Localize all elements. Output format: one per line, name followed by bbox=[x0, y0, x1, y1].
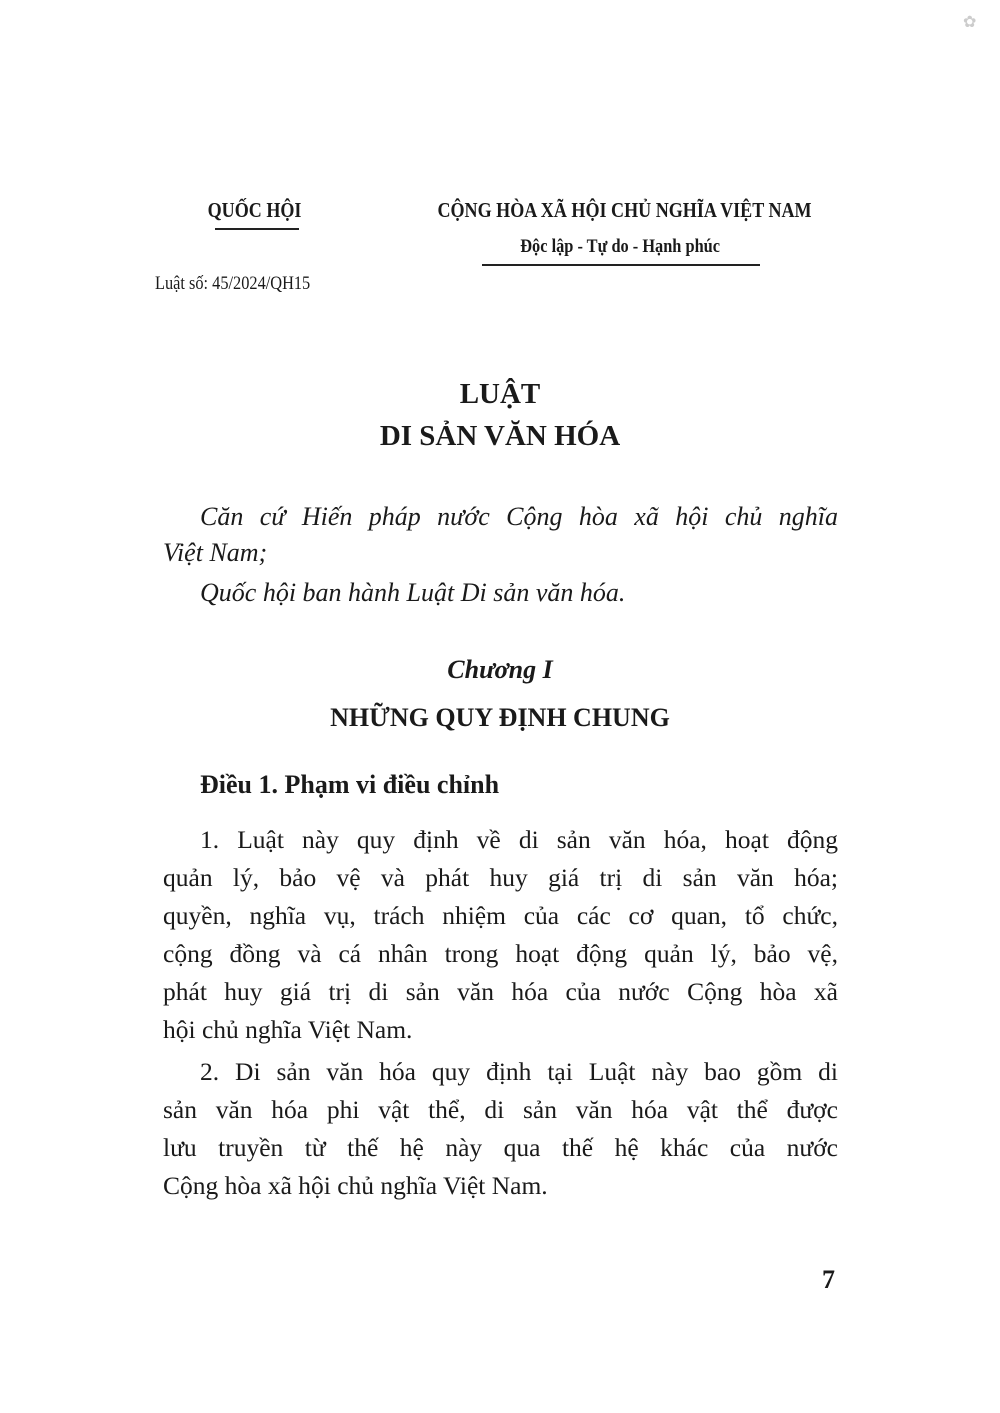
chapter-label: Chương I bbox=[447, 655, 553, 684]
clause-line: 1. Luật này quy định về di sản văn hóa, hoạt động bbox=[200, 825, 838, 854]
clause-line: quyền, nghĩa vụ, trách nhiệm của các cơ quan, tổ chức, bbox=[163, 901, 838, 930]
issuing-body: QUỐC HỘI bbox=[208, 198, 302, 222]
clause-line: Cộng hòa xã hội chủ nghĩa Việt Nam. bbox=[163, 1171, 548, 1200]
watermark-flower-icon: ✿ bbox=[963, 14, 977, 31]
clause-line: phát huy giá trị di sản văn hóa của nước Cộng hòa xã bbox=[163, 977, 838, 1006]
clause-line: sản văn hóa phi vật thể, di sản văn hóa vật thể được bbox=[163, 1095, 838, 1124]
page-number: 7 bbox=[822, 1265, 835, 1294]
chapter-title: NHỮNG QUY ĐỊNH CHUNG bbox=[330, 703, 670, 732]
preamble-line: Căn cứ Hiến pháp nước Cộng hòa xã hội chủ nghĩa bbox=[200, 502, 838, 531]
clause-line: 2. Di sản văn hóa quy định tại Luật này bao gồm di bbox=[200, 1057, 838, 1086]
document-title: DI SẢN VĂN HÓA bbox=[379, 420, 621, 452]
preamble-line: Quốc hội ban hành Luật Di sản văn hóa. bbox=[200, 578, 626, 607]
article-heading: Điều 1. Phạm vi điều chỉnh bbox=[200, 770, 500, 799]
divider bbox=[482, 264, 760, 266]
preamble-line: Việt Nam; bbox=[163, 538, 268, 567]
divider bbox=[215, 228, 299, 230]
law-number: Luật số: 45/2024/QH15 bbox=[155, 273, 311, 294]
clause-line: lưu truyền từ thế hệ này qua thế hệ khác của nước bbox=[163, 1133, 838, 1162]
country-title: CỘNG HÒA XÃ HỘI CHỦ NGHĨA VIỆT NAM bbox=[437, 198, 813, 222]
document-type: LUẬT bbox=[459, 378, 541, 410]
clause-line: cộng đồng và cá nhân trong hoạt động quản lý, bảo vệ, bbox=[163, 939, 838, 968]
clause-line: quản lý, bảo vệ và phát huy giá trị di sản văn hóa; bbox=[163, 863, 838, 892]
national-motto: Độc lập - Tự do - Hạnh phúc bbox=[520, 236, 720, 257]
clause-line: hội chủ nghĩa Việt Nam. bbox=[163, 1015, 413, 1044]
